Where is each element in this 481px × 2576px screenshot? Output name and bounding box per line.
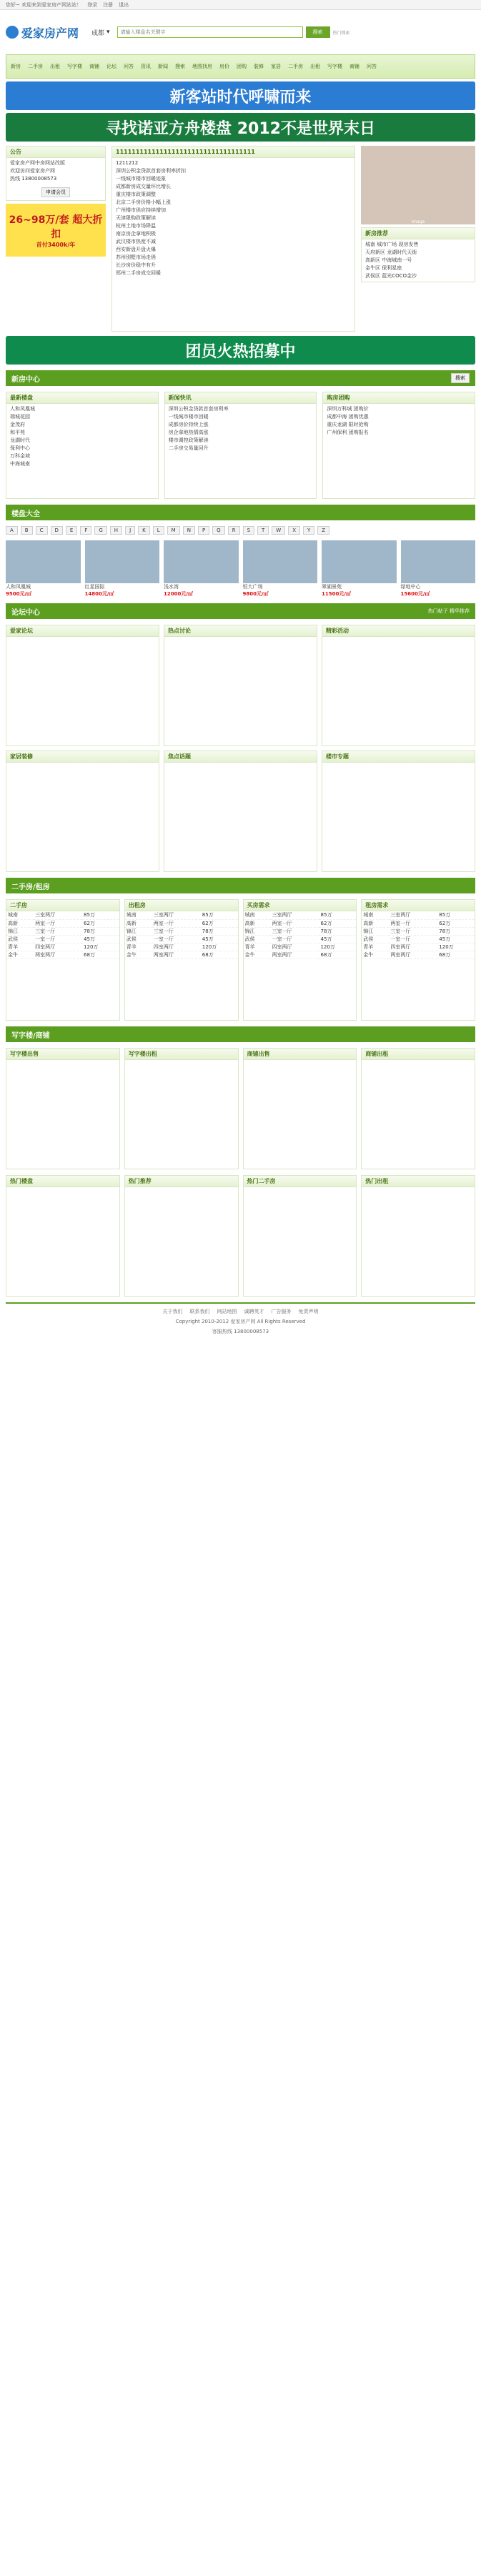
table-row[interactable]: 武侯 一室一厅 45万 [6,935,119,943]
top-content-row [6,146,475,332]
nav-item[interactable]: 家居 [271,64,281,69]
property-card[interactable] [243,540,318,598]
table-row[interactable]: 锦江 三室一厅 78万 [244,927,357,935]
list-item[interactable]: 人和凤凰城 [10,406,35,412]
property-photo [85,540,160,583]
list-item[interactable]: 深圳公积金贷款首套房利率 [168,406,229,412]
notice-box: 公告 爱家房产网中房网站改版 欢迎访问爱家房产网 热线 13800008573 申请会员 [6,146,106,201]
forum-blocks [6,625,475,872]
list-item[interactable]: 城南 城市广场 现房发售 [365,242,419,247]
property-name: 红星国际 [84,584,105,590]
letter-link[interactable]: X [288,526,300,535]
banner-1[interactable]: 新客站时代呼啸而来 [6,81,475,110]
site-logo[interactable] [6,20,84,44]
logo-icon [6,26,19,39]
site-header [0,10,481,54]
city-selector[interactable]: 成都 ▾ [91,29,110,37]
news-item[interactable]: 杭州土地市场降温 [116,223,156,229]
property-card[interactable] [6,540,81,598]
info-block: 热门楼盘 [6,1175,120,1297]
nav-item[interactable]: 资讯 [141,64,151,69]
news-item[interactable]: 一线城市楼市回暖迹象 [116,176,166,182]
chevron-down-icon: ▾ [106,29,110,36]
info-block: 最新楼盘 人和凤凰城 瑞城花园 金茂府 和平苑 龙湖时代 保利中心 万科金域 中海城南 [6,392,159,499]
table-row[interactable]: 青羊 四室两厅 120万 [6,943,119,951]
list-item[interactable]: 一线城市楼市回暖 [168,414,209,420]
info-block: 热门推荐 [124,1175,239,1297]
footer-links [163,1308,319,1315]
list-item[interactable]: 武侯区 蓝光COCO金沙 [365,273,417,279]
property-name: 翠湖景苑 [322,584,342,590]
list-item[interactable]: 中海城南 [10,461,30,467]
property-photo [6,540,81,583]
table-row[interactable]: 城南 三室两厅 85万 [362,911,475,919]
nav-item[interactable]: 新房 [11,64,21,69]
info-block: 楼市专题 [322,750,475,872]
info-block: 商铺出售 [243,1048,357,1169]
letter-link[interactable]: Z [317,526,329,535]
property-card[interactable] [322,540,397,598]
table-row[interactable]: 青羊 四室两厅 120万 [362,943,475,951]
letter-link[interactable]: R [228,526,240,535]
table-row[interactable]: 城南 三室两厅 85万 [244,911,357,919]
nav-item[interactable]: 问答 [124,64,134,69]
table-row[interactable]: 锦江 三室一厅 78万 [125,927,238,935]
top-bar [0,0,481,10]
table-row[interactable]: 武侯 一室一厅 45万 [244,935,357,943]
list-item[interactable]: 龙湖时代 [10,437,30,443]
list-item[interactable]: 金茂府 [10,422,25,427]
property-photo [164,540,239,583]
nav-item[interactable]: 新闻 [158,64,168,69]
footer-link[interactable]: 关于我们 [162,1309,183,1314]
news-item[interactable]: 西安新盘开盘火爆 [116,247,156,252]
list-item[interactable]: 高新区 中海城南一号 [365,257,412,263]
property-photo [243,540,318,583]
search-button[interactable]: 搜索 [306,26,330,38]
news-item[interactable]: 南京房企拿地积极 [116,231,156,237]
letter-link[interactable]: C [36,526,48,535]
list-item[interactable]: 深圳万科城 团购价 [327,406,369,412]
letter-link[interactable]: T [257,526,269,535]
list-item[interactable]: 楼市调控政策解读 [168,437,209,443]
property-name: 绿地中心 [400,584,421,590]
nav-item[interactable]: 商铺 [349,64,359,69]
news-item[interactable]: 苏州别墅市场走俏 [116,254,156,260]
table-row[interactable]: 青羊 四室两厅 120万 [244,943,357,951]
bottom-blocks [6,1175,475,1297]
footer-link[interactable]: 免责声明 [298,1309,319,1314]
property-price: 15600元/㎡ [400,591,430,597]
section-loupan: 楼盘大全 [6,505,475,520]
info-block: 家居装修 [6,750,159,872]
list-item[interactable]: 成都房价持续上涨 [168,422,209,427]
news-item[interactable]: 深圳公积金贷款首套房利率折扣 [116,168,186,174]
list-item[interactable]: 欢迎访问爱家房产网 [10,168,55,174]
banner-3[interactable]: 团员火热招募中 [6,336,475,365]
table-row[interactable]: 高新 两室一厅 62万 [125,919,238,927]
property-photo [322,540,397,583]
xinfang-blocks [6,392,475,499]
info-block: 购房团购 深圳万科城 团购价 成都中海 团购优惠 重庆龙湖 限时抢购 广州保利 团购报名 [322,392,475,499]
list-item[interactable]: 爱家房产网中房网站改版 [10,160,65,166]
apply-member-button[interactable]: 申请会员 [41,187,70,197]
letter-link[interactable]: L [153,526,164,535]
property-price: 11500元/㎡ [322,591,351,597]
news-item[interactable]: 郑州二手房成交回暖 [116,270,161,276]
table-row[interactable]: 锦江 三室一厅 78万 [362,927,475,935]
news-item[interactable]: 成都新房成交量环比增长 [116,184,171,189]
table-row[interactable]: 武侯 一室一厅 45万 [362,935,475,943]
table-row[interactable]: 金牛 两室两厅 68万 [362,951,475,958]
letter-index [6,526,475,535]
letter-link[interactable]: S [243,526,254,535]
banner-2[interactable]: 寻找诺亚方舟楼盘 2012不是世界末日 [6,113,475,142]
news-item[interactable]: 1211212 [116,160,139,166]
search-input[interactable] [117,26,303,38]
side-ad[interactable]: 26~98万/套 超大折扣 首付3400k/年 [6,204,106,257]
nav-item[interactable]: 论坛 [106,64,116,69]
list-item[interactable]: 热线 13800008573 [10,176,57,182]
news-item[interactable]: 长沙房价稳中有升 [116,262,156,268]
list-item[interactable]: 二手房交易量回升 [168,445,209,451]
info-block: 买房需求 城南 三室两厅 85万 高新 两室一厅 62万 锦江 三室一厅 78万 武侯 一室一厅 45万 青羊 四室两厅 120万 金牛 两室两厅 68万 [243,899,357,1021]
section-xinfang: 新房中心 搜索 [6,370,475,386]
resale-blocks [6,899,475,1021]
info-block: 热点讨论 [164,625,317,746]
list-item[interactable]: 天府新区 龙湖时代天街 [365,249,417,255]
property-name: 恒大广场 [242,584,263,590]
office-blocks [6,1048,475,1169]
info-block: 热门出租 [361,1175,475,1297]
list-item[interactable]: 金牛区 保利星座 [365,265,402,271]
property-grid [6,540,475,598]
letter-link[interactable]: H [110,526,122,535]
section-luntan: 论坛中心 热门帖子 精华推荐 [6,603,475,619]
letter-link[interactable]: K [138,526,150,535]
nav-item[interactable]: 地图找房 [192,64,212,69]
list-item[interactable]: 保利中心 [10,445,30,451]
property-card[interactable] [85,540,160,598]
footer-link[interactable]: 诚聘英才 [244,1309,264,1314]
info-block: 出租房 城南 三室两厅 85万 高新 两室一厅 62万 锦江 三室一厅 78万 武侯 一室一厅 45万 青羊 四室两厅 120万 金牛 两室两厅 68万 [124,899,239,1021]
section-xiezi: 写字楼/商铺 [6,1026,475,1042]
property-price: 9500元/㎡ [6,591,32,597]
featured-photo[interactable]: image [361,146,475,224]
info-block: 焦点话题 [164,750,317,872]
property-photo [401,540,476,583]
news-item[interactable]: 重庆楼市政策调整 [116,192,156,197]
list-item[interactable]: 成都中海 团购优惠 [327,414,369,420]
login-link[interactable]: 登录 [87,1,98,8]
news-item[interactable]: 广州楼市供应持续增加 [116,207,166,213]
logout-link[interactable]: 退出 [119,1,129,8]
property-name: 人和凤凰城 [6,584,31,590]
list-item[interactable]: 瑞城花园 [10,414,30,420]
nav-item[interactable]: 商铺 [89,64,99,69]
table-row[interactable]: 高新 两室一厅 62万 [6,919,119,927]
footer-link[interactable]: 网站地图 [217,1309,237,1314]
table-row[interactable]: 高新 两室一厅 62万 [362,919,475,927]
footer-link[interactable]: 广告服务 [271,1309,292,1314]
info-block: 二手房 城南 三室两厅 85万 高新 两室一厅 62万 锦江 三室一厅 78万 武侯 一室一厅 45万 青羊 四室两厅 120万 金牛 两室两厅 68万 [6,899,120,1021]
news-item[interactable]: 武汉楼市热度不减 [116,239,156,244]
property-price: 12000元/㎡ [164,591,193,597]
search-area [117,26,475,38]
property-price: 9800元/㎡ [242,591,269,597]
table-row[interactable]: 高新 两室一厅 62万 [244,919,357,927]
nav-item[interactable]: 出租 [50,64,60,69]
letter-link[interactable]: E [66,526,77,535]
list-item[interactable]: 房企拿地热情高涨 [168,430,209,435]
property-card[interactable] [401,540,476,598]
letter-link[interactable]: P [198,526,209,535]
table-row[interactable]: 城南 三室两厅 85万 [6,911,119,919]
letter-link[interactable]: J [125,526,135,535]
copyright: Copyright 2010-2012 爱家房产网 All Rights Reserved [175,1319,306,1324]
nav-item[interactable]: 写字楼 [67,64,82,69]
nav-item[interactable]: 二手房 [28,64,43,69]
letter-link[interactable]: M [167,526,180,535]
logo-text: 爱家房产网 [21,26,79,40]
hotline: 客服热线 13800008573 [212,1329,269,1334]
letter-link[interactable]: A [6,526,18,535]
nav-item[interactable]: 团购 [237,64,247,69]
info-block: 写字楼出租 [124,1048,239,1169]
register-link[interactable]: 注册 [103,1,114,8]
table-row[interactable]: 城南 三室两厅 85万 [125,911,238,919]
footer-link[interactable]: 联系我们 [189,1309,210,1314]
nav-item[interactable]: 二手房 [288,64,303,69]
section-ershou: 二手房/租房 [6,878,475,893]
letter-link[interactable]: W [272,526,285,535]
list-item[interactable]: 和平苑 [10,430,25,435]
table-row[interactable]: 锦江 三室一厅 78万 [6,927,119,935]
list-item[interactable]: 重庆龙湖 限时抢购 [327,422,369,427]
nav-item[interactable]: 房价 [219,64,229,69]
main-nav [6,54,475,79]
table-row[interactable]: 青羊 四室两厅 120万 [125,943,238,951]
welcome-text: 您好~ 欢迎来到爱家房产网站站！ [6,1,82,8]
table-row[interactable]: 武侯 一室一厅 45万 [125,935,238,943]
letter-link[interactable]: N [183,526,195,535]
letter-link[interactable]: D [51,526,63,535]
property-name: 浅水湾 [164,584,179,590]
info-block: 爱家论坛 [6,625,159,746]
info-block: 写字楼出售 [6,1048,120,1169]
headline-box: 11111111111111111111111111111111111 1211212 深圳公积金贷款首套房利率折扣 一线城市楼市回暖迹象 成都新房成交量环比增长 重庆楼市政策调整 北京二手房价格小幅上涨 广州楼市供应持续增加 天津限购政策解读 杭州土地市场降温 南京房企拿地积极 武汉楼市热度不减 西安新盘开盘火爆 苏州别墅市场走俏 长沙房价稳中有升 郑州二手房成交回暖 [111,146,355,332]
site-footer [6,1302,475,1335]
letter-link[interactable]: G [94,526,106,535]
info-block: 新闻快讯 深圳公积金贷款首套房利率 一线城市楼市回暖 成都房价持续上涨 房企拿地热情高涨 楼市调控政策解读 二手房交易量回升 [164,392,317,499]
table-row[interactable]: 金牛 两室两厅 68万 [244,951,357,958]
info-block: 精彩活动 [322,625,475,746]
news-item[interactable]: 天津限购政策解读 [116,215,156,221]
list-item[interactable]: 万科金域 [10,453,30,459]
nav-item[interactable]: 写字楼 [327,64,342,69]
letter-link[interactable]: Q [212,526,225,535]
table-row[interactable]: 金牛 两室两厅 68万 [6,951,119,958]
property-card[interactable] [164,540,239,598]
info-block: 热门二手房 [243,1175,357,1297]
letter-link[interactable]: B [21,526,33,535]
letter-link[interactable]: F [80,526,91,535]
nav-item[interactable]: 装修 [254,64,264,69]
list-item[interactable]: 广州保利 团购报名 [327,430,369,435]
info-block: 租房需求 城南 三室两厅 85万 高新 两室一厅 62万 锦江 三室一厅 78万 武侯 一室一厅 45万 青羊 四室两厅 120万 金牛 两室两厅 68万 [361,899,475,1021]
xinfang-search-button[interactable]: 搜索 [451,373,470,383]
newhouse-box: 新房推荐 城南 城市广场 现房发售 天府新区 龙湖时代天街 高新区 中海城南一号 金牛区 保利星座 武侯区 蓝光COCO金沙 [361,227,475,282]
property-price: 14800元/㎡ [84,591,114,597]
nav-item[interactable]: 搜索 [175,64,185,69]
nav-item[interactable]: 出租 [310,64,320,69]
letter-link[interactable]: Y [303,526,314,535]
info-block: 商铺出租 [361,1048,475,1169]
table-row[interactable]: 金牛 两室两厅 68万 [125,951,238,958]
nav-item[interactable]: 问答 [367,64,377,69]
hot-search-label: 热门搜索 [332,30,350,36]
news-item[interactable]: 北京二手房价格小幅上涨 [116,199,171,205]
